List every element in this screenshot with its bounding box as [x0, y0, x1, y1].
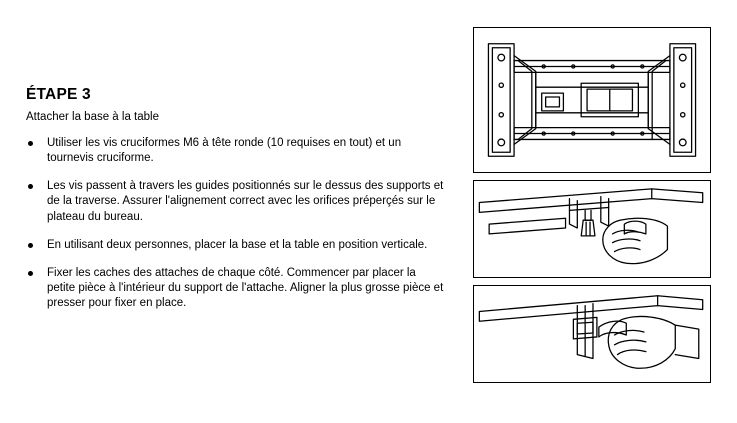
figure-desk-frame [473, 27, 711, 173]
figure-bracket-cover [473, 285, 711, 383]
figure-hand-screwdriver [473, 180, 711, 278]
page-title: ÉTAPE 3 [26, 86, 91, 103]
list-item-text: Fixer les caches des attaches de chaque côté. Commencer par placer la petite pièce à l'intérieur du support de l'attache. Aligner la plus grosse pièce et presser pour fixer en place. [47, 266, 444, 310]
bullet-dot-icon [28, 243, 33, 248]
illustration-column [473, 27, 711, 390]
step-subtitle: Attacher la base à la table [26, 111, 159, 124]
list-item-text: Les vis passent à travers les guides positionnés sur le dessus des supports et de la traverse. Assurer l'alignement correct avec les orifices préperçés sur le plateau du bureau. [47, 180, 444, 223]
instruction-text-column [26, 86, 446, 311]
list-item-text: En utilisant deux personnes, placer la base et la table en position verticale. [47, 238, 428, 251]
bullet-dot-icon [28, 141, 33, 146]
list-item [26, 238, 446, 253]
list-item [26, 136, 446, 166]
list-item [26, 179, 446, 225]
list-item [26, 266, 446, 312]
list-item-text: Utiliser les vis cruciformes M6 à tête ronde (10 requises en tout) et un tournevis cruciforme. [47, 136, 402, 165]
bullet-dot-icon [28, 184, 33, 189]
bullet-dot-icon [28, 271, 33, 276]
instruction-list [26, 136, 446, 312]
